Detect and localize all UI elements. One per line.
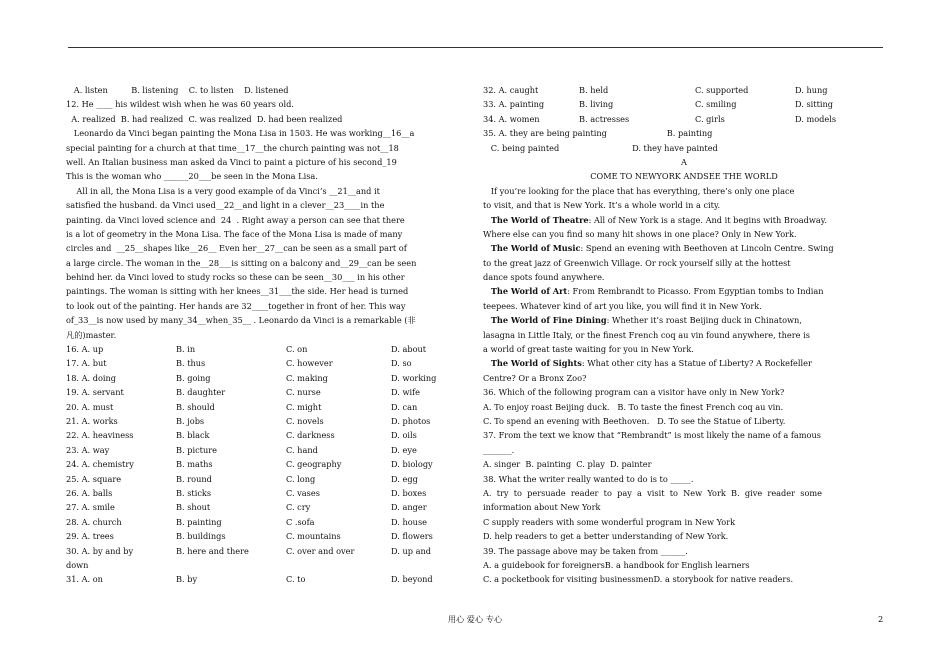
passage-line: The World of Art: From Rembrandt to Picasso. From Egyptian tombs to Indian [490,286,824,297]
passage-line: well. An Italian business man asked da Vinci to paint a picture of his second_19 [66,156,397,167]
question-36: 36. Which of the following program can a visitor have only in New York? [483,387,785,398]
passage-line: dance spots found anywhere. [483,272,605,283]
question-17: 17. A. but B. thus C. however D. so [66,358,412,369]
passage-line: is a lot of geometry in the Mona Lisa. The face of the Mona Lisa is made of many [66,228,403,239]
question-39: 39. The passage above may be taken from ______. [483,545,688,556]
section-heading: The World of Music [490,243,581,254]
passage-line: satisfied the husband. da Vinci used__22__and light in a clever__23____in the [66,200,385,211]
passage-title: COME TO NEWYORK ANDSEE THE WORLD [590,171,778,182]
question-21: 21. A. works B. jobs C. novels D. photos [66,415,431,426]
question-30: 30. A. by and by B. here and there C. over and over D. up and [66,545,431,556]
question-34: 34. A. women B. actresses C. girls D. models [483,113,837,124]
question-36-options: A. To enjoy roast Beijing duck. B. To taste the finest French coq au vin. [483,401,784,412]
left-column [66,83,466,587]
question-18: 18. A. doing B. going C. making D. working [66,372,437,383]
section-heading: The World of Theatre [490,214,589,225]
question-35-options: C. being painted D. they have painted [483,142,718,153]
passage-line: to the great jazz of Greenwich Village. Or rock yourself silly at the hottest [483,257,791,268]
question-31: 31. A. on B. by C. to D. beyond [66,574,433,585]
question-33: 33. A. painting B. living C. smiling D. sitting [483,99,834,110]
question-12-options: A. realized B. had realized C. was realized D. had been realized [66,113,343,124]
text-line: A. listen B. listening C. to listen D. listened [66,85,289,95]
question-36-options: C. To spend an evening with Beethoven. D. To see the Statue of Liberty. [483,415,786,426]
section-heading: The World of Fine Dining [490,315,607,326]
passage-line: a large circle. The woman in the__28___is sitting on a balcony and__29__can be seen [66,257,417,268]
question-38-options: C supply readers with some wonderful program in New York [483,516,736,527]
section-heading: The World of Art [490,286,568,297]
question-27: 27. A. smile B. shout C. cry D. anger [66,502,427,513]
passage-line: This is the woman who ______20___be seen in the Mona Lisa. [66,171,318,182]
question-23: 23. A. way B. picture C. hand D. eye [66,444,417,455]
footer-text: 用心 爱心 专心 [447,614,503,624]
question-39-options: C. a pocketbook for visiting businessmenD. a storybook for native readers. [483,574,794,585]
question-30-wrap: down [66,559,89,570]
question-38-options: A. try to persuade reader to pay a visit to New York B. give reader some [483,487,822,498]
question-29: 29. A. trees B. buildings C. mountains D. flowers [66,531,433,542]
passage-line: If you’re looking for the place that has everything, there’s only one place [483,185,795,196]
question-37: 37. From the text we know that “Rembrandt” is most likely the name of a famous [483,430,821,441]
question-22: 22. A. heaviness B. black C. darkness D. oils [66,430,417,441]
question-32: 32. A. caught B. held C. supported D. hung [483,85,828,95]
passage-line: special painting for a church at that time__17__the church painting was not__18 [66,142,399,153]
passage-line: to visit, and that is New York. It’s a whole world in a city. [483,200,721,211]
passage-line: circles and __25__shapes like__26__ Even her__27__can be seen as a small part of [66,243,407,254]
passage-line: 凡的)master. [66,329,117,340]
section-label: A [681,156,687,167]
question-28: 28. A. church B. painting C .sofa D. house [66,516,427,527]
passage-line: a world of great taste waiting for you in New York. [483,344,694,355]
passage-line: Leonardo da Vinci began painting the Mona Lisa in 1503. He was working__16__a [66,128,415,139]
question-19: 19. A. servant B. daughter C. nurse D. wife [66,387,420,398]
passage-line: The World of Sights: What other city has a Statue of Liberty? A Rockefeller [490,358,812,369]
passage-line: teepees. Whatever kind of art you like, you will find it in New York. [483,300,762,311]
header-rule [68,47,883,48]
page-number: 2 [878,614,884,624]
question-37-blank: _______. [483,444,515,455]
passage-line: Centre? Or a Bronx Zoo? [483,372,587,383]
question-35: 35. A. they are being painting B. painting [483,128,713,139]
passage-line: The World of Music: Spend an evening with Beethoven at Lincoln Centre. Swing [490,243,834,254]
question-26: 26. A. balls B. sticks C. vases D. boxes [66,487,427,498]
section-heading: The World of Sights [490,358,582,369]
passage-line: Where else can you find so many hit shows in one place? Only in New York. [483,228,797,239]
question-25: 25. A. square B. round C. long D. egg [66,473,418,484]
passage-line: lasagna in Little Italy, or the finest French coq au vin found anywhere, there is [483,329,810,340]
question-12: 12. He ____ his wildest wish when he was 60 years old. [66,99,294,110]
question-39-options: A. a guidebook for foreignersB. a handbook for English learners [483,559,750,570]
passage-line: of_33__is now used by many_34__when_35__ . Leonardo da Vinci is a remarkable (非 [66,315,416,326]
question-38-options: D. help readers to get a better understanding of New York. [483,531,729,542]
question-37-options: A. singer B. painting C. play D. painter [483,459,652,470]
passage-line: The World of Theatre: All of New York is a stage. And it begins with Broadway. [490,214,827,225]
question-24: 24. A. chemistry B. maths C. geography D. biology [66,459,433,470]
passage-line: to look out of the painting. Her hands are 32____together in front of her. This way [66,300,406,311]
passage-line: All in all, the Mona Lisa is a very good example of da Vinci’s __21__and it [66,185,380,196]
passage-line: painting. da Vinci loved science and 24 . Right away a person can see that there [66,214,405,225]
passage-line: The World of Fine Dining: Whether it’s roast Beijing duck in Chinatown, [490,315,802,326]
question-16: 16. A. up B. in C. on D. about [66,344,427,355]
passage-line: behind her. da Vinci loved to study rocks so these can be seen__30___ in his other [66,272,405,283]
question-20: 20. A. must B. should C. might D. can [66,401,418,412]
question-38-options: information about New York [483,502,601,513]
question-38: 38. What the writer really wanted to do is to _____. [483,473,694,484]
right-column [483,83,885,587]
passage-line: paintings. The woman is sitting with her knees__31___the side. Her head is turned [66,286,409,297]
